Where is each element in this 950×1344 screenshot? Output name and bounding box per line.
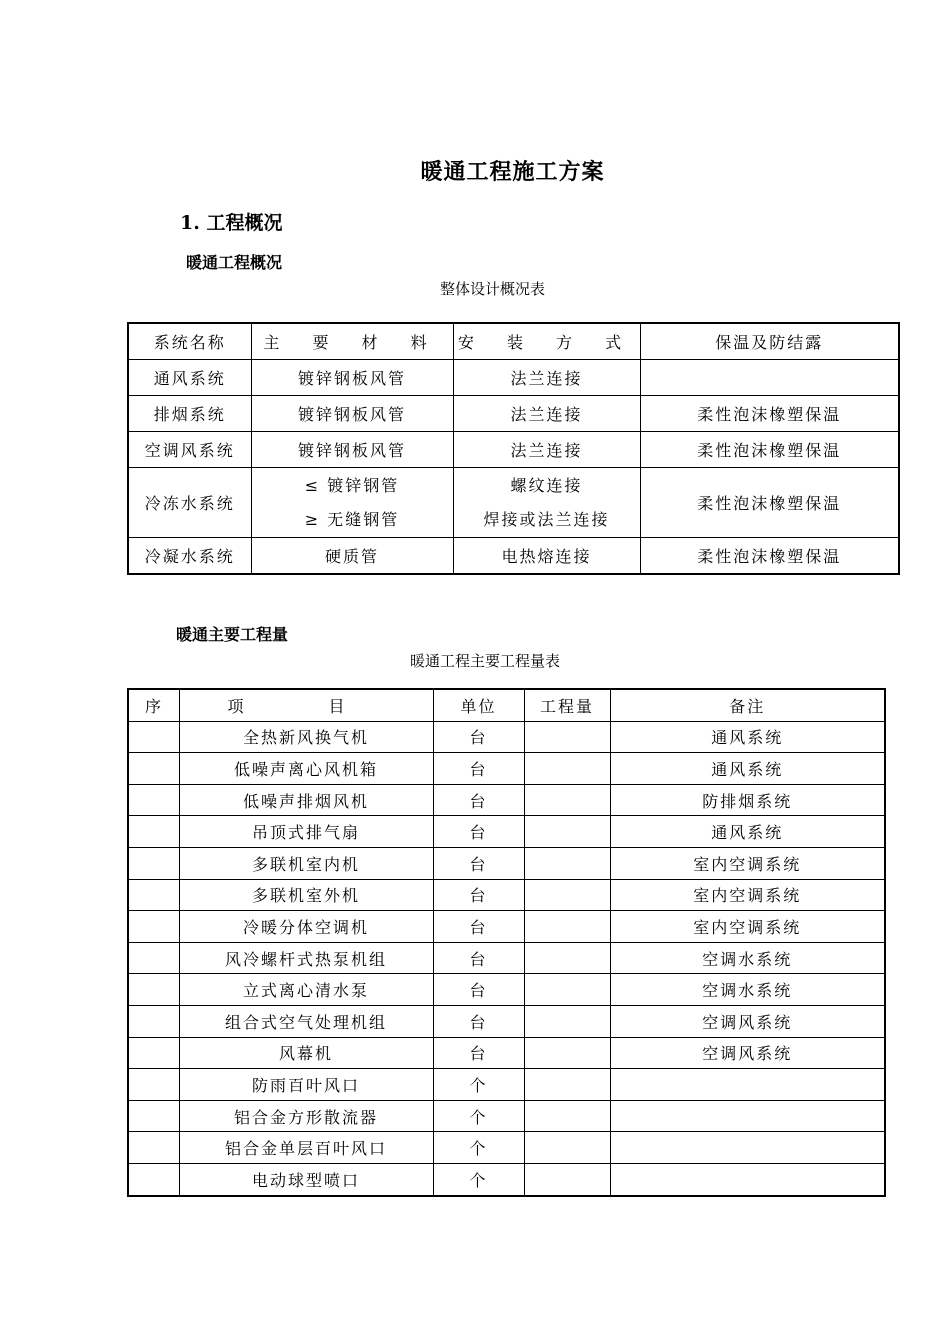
unit-cell: 个 xyxy=(433,1132,524,1164)
index-cell xyxy=(128,847,179,879)
index-cell xyxy=(128,1069,179,1101)
material-cell: 镀锌钢板风管 xyxy=(251,360,453,396)
table-caption-overview: 整体设计概况表 xyxy=(440,280,546,298)
material-cell xyxy=(251,468,453,538)
remark-cell: 空调风系统 xyxy=(610,1037,885,1069)
system-cell: 排烟系统 xyxy=(128,396,251,432)
table-row xyxy=(128,784,885,816)
index-cell xyxy=(128,721,179,753)
table-row xyxy=(128,468,899,538)
unit-cell: 台 xyxy=(433,942,524,974)
table-row xyxy=(128,1069,885,1101)
unit-cell: 台 xyxy=(433,753,524,785)
design-overview-table xyxy=(127,322,900,575)
table-row xyxy=(128,1100,885,1132)
insulation-cell: 柔性泡沫橡塑保温 xyxy=(640,468,899,538)
quantity-cell xyxy=(524,753,610,785)
header-cell: 单位 xyxy=(433,689,524,721)
unit-cell: 个 xyxy=(433,1069,524,1101)
remark-cell: 防排烟系统 xyxy=(610,784,885,816)
material-cell: 镀锌钢板风管 xyxy=(251,396,453,432)
index-cell xyxy=(128,1037,179,1069)
remark-cell xyxy=(610,1100,885,1132)
remark-cell xyxy=(610,1163,885,1195)
material-cell: 镀锌钢板风管 xyxy=(251,432,453,468)
index-cell xyxy=(128,974,179,1006)
section-heading: 1. 工程概况 xyxy=(180,212,283,234)
table-row xyxy=(128,360,899,396)
unit-cell: 台 xyxy=(433,1037,524,1069)
table-row xyxy=(128,538,899,575)
remark-cell xyxy=(610,1069,885,1101)
insulation-cell xyxy=(640,360,899,396)
unit-cell: 台 xyxy=(433,847,524,879)
item-cell: 冷暖分体空调机 xyxy=(179,911,433,943)
header-cell: 项 目 xyxy=(179,689,433,721)
quantity-cell xyxy=(524,721,610,753)
item-cell: 多联机室外机 xyxy=(179,879,433,911)
quantity-cell xyxy=(524,879,610,911)
index-cell xyxy=(128,1163,179,1195)
quantity-cell xyxy=(524,1037,610,1069)
remark-cell: 空调水系统 xyxy=(610,974,885,1006)
quantity-cell xyxy=(524,974,610,1006)
install-line: 焊接或法兰连接 xyxy=(483,509,610,529)
install-cell: 法兰连接 xyxy=(453,396,640,432)
table-row xyxy=(128,396,899,432)
quantity-cell xyxy=(524,911,610,943)
system-cell: 冷凝水系统 xyxy=(128,538,251,575)
unit-cell: 台 xyxy=(433,911,524,943)
unit-cell: 台 xyxy=(433,721,524,753)
quantity-cell xyxy=(524,1069,610,1101)
item-cell: 风幕机 xyxy=(179,1037,433,1069)
table-row xyxy=(128,911,885,943)
quantity-cell xyxy=(524,1132,610,1164)
item-cell: 组合式空气处理机组 xyxy=(179,1005,433,1037)
remark-cell: 室内空调系统 xyxy=(610,847,885,879)
item-cell: 吊顶式排气扇 xyxy=(179,816,433,848)
quantity-cell xyxy=(524,942,610,974)
subsection-heading-quantities: 暖通主要工程量 xyxy=(176,625,289,644)
material-cell: 硬质管 xyxy=(251,538,453,575)
remark-cell: 通风系统 xyxy=(610,753,885,785)
item-cell: 电动球型喷口 xyxy=(179,1163,433,1195)
item-cell: 全热新风换气机 xyxy=(179,721,433,753)
unit-cell: 台 xyxy=(433,879,524,911)
header-cell: 主 要 材 料 xyxy=(251,323,453,360)
install-cell xyxy=(453,468,640,538)
install-line: 螺纹连接 xyxy=(510,475,583,495)
quantity-cell xyxy=(524,784,610,816)
quantities-table xyxy=(127,688,886,1197)
subsection-heading-overview: 暖通工程概况 xyxy=(186,253,283,272)
header-cell: 系统名称 xyxy=(128,323,251,360)
table-header-row xyxy=(128,323,899,360)
index-cell xyxy=(128,911,179,943)
table-row xyxy=(128,847,885,879)
remark-cell: 空调水系统 xyxy=(610,942,885,974)
quantity-cell xyxy=(524,847,610,879)
index-cell xyxy=(128,879,179,911)
unit-cell: 台 xyxy=(433,974,524,1006)
install-cell: 电热熔连接 xyxy=(453,538,640,575)
index-cell xyxy=(128,1100,179,1132)
item-cell: 防雨百叶风口 xyxy=(179,1069,433,1101)
unit-cell: 台 xyxy=(433,816,524,848)
insulation-cell: 柔性泡沫橡塑保温 xyxy=(640,396,899,432)
header-cell: 备注 xyxy=(610,689,885,721)
remark-cell: 通风系统 xyxy=(610,816,885,848)
table-row xyxy=(128,753,885,785)
table-row xyxy=(128,1163,885,1195)
table-header-row xyxy=(128,689,885,721)
table-row xyxy=(128,1132,885,1164)
unit-cell: 个 xyxy=(433,1163,524,1195)
header-cell: 安 装 方 式 xyxy=(453,323,640,360)
index-cell xyxy=(128,942,179,974)
quantity-cell xyxy=(524,1163,610,1195)
item-cell: 铝合金单层百叶风口 xyxy=(179,1132,433,1164)
table-caption-quantities: 暖通工程主要工程量表 xyxy=(410,652,561,670)
unit-cell: 个 xyxy=(433,1100,524,1132)
table-row xyxy=(128,1005,885,1037)
material-line: ≤ 镀锌钢管 xyxy=(304,475,400,495)
index-cell xyxy=(128,1005,179,1037)
remark-cell: 通风系统 xyxy=(610,721,885,753)
system-cell: 通风系统 xyxy=(128,360,251,396)
quantity-cell xyxy=(524,816,610,848)
unit-cell: 台 xyxy=(433,784,524,816)
item-cell: 铝合金方形散流器 xyxy=(179,1100,433,1132)
index-cell xyxy=(128,816,179,848)
remark-cell: 空调风系统 xyxy=(610,1005,885,1037)
unit-cell: 台 xyxy=(433,1005,524,1037)
material-line: ≥ 无缝钢管 xyxy=(304,509,400,529)
header-cell: 工程量 xyxy=(524,689,610,721)
table-row xyxy=(128,942,885,974)
index-cell xyxy=(128,753,179,785)
install-cell: 法兰连接 xyxy=(453,360,640,396)
table-row xyxy=(128,1037,885,1069)
remark-cell: 室内空调系统 xyxy=(610,879,885,911)
table-row xyxy=(128,721,885,753)
table-row xyxy=(128,974,885,1006)
insulation-cell: 柔性泡沫橡塑保温 xyxy=(640,538,899,575)
item-cell: 多联机室内机 xyxy=(179,847,433,879)
item-cell: 立式离心清水泵 xyxy=(179,974,433,1006)
table-row xyxy=(128,816,885,848)
index-cell xyxy=(128,784,179,816)
quantity-cell xyxy=(524,1100,610,1132)
page-title: 暖通工程施工方案 xyxy=(420,159,605,185)
remark-cell xyxy=(610,1132,885,1164)
install-cell: 法兰连接 xyxy=(453,432,640,468)
remark-cell: 室内空调系统 xyxy=(610,911,885,943)
quantity-cell xyxy=(524,1005,610,1037)
table-row xyxy=(128,879,885,911)
item-cell: 低噪声离心风机箱 xyxy=(179,753,433,785)
system-cell: 空调风系统 xyxy=(128,432,251,468)
header-cell: 序 xyxy=(128,689,179,721)
index-cell xyxy=(128,1132,179,1164)
item-cell: 低噪声排烟风机 xyxy=(179,784,433,816)
item-cell: 风冷螺杆式热泵机组 xyxy=(179,942,433,974)
insulation-cell: 柔性泡沫橡塑保温 xyxy=(640,432,899,468)
header-cell: 保温及防结露 xyxy=(640,323,899,360)
system-cell: 冷冻水系统 xyxy=(128,468,251,538)
table-row xyxy=(128,432,899,468)
